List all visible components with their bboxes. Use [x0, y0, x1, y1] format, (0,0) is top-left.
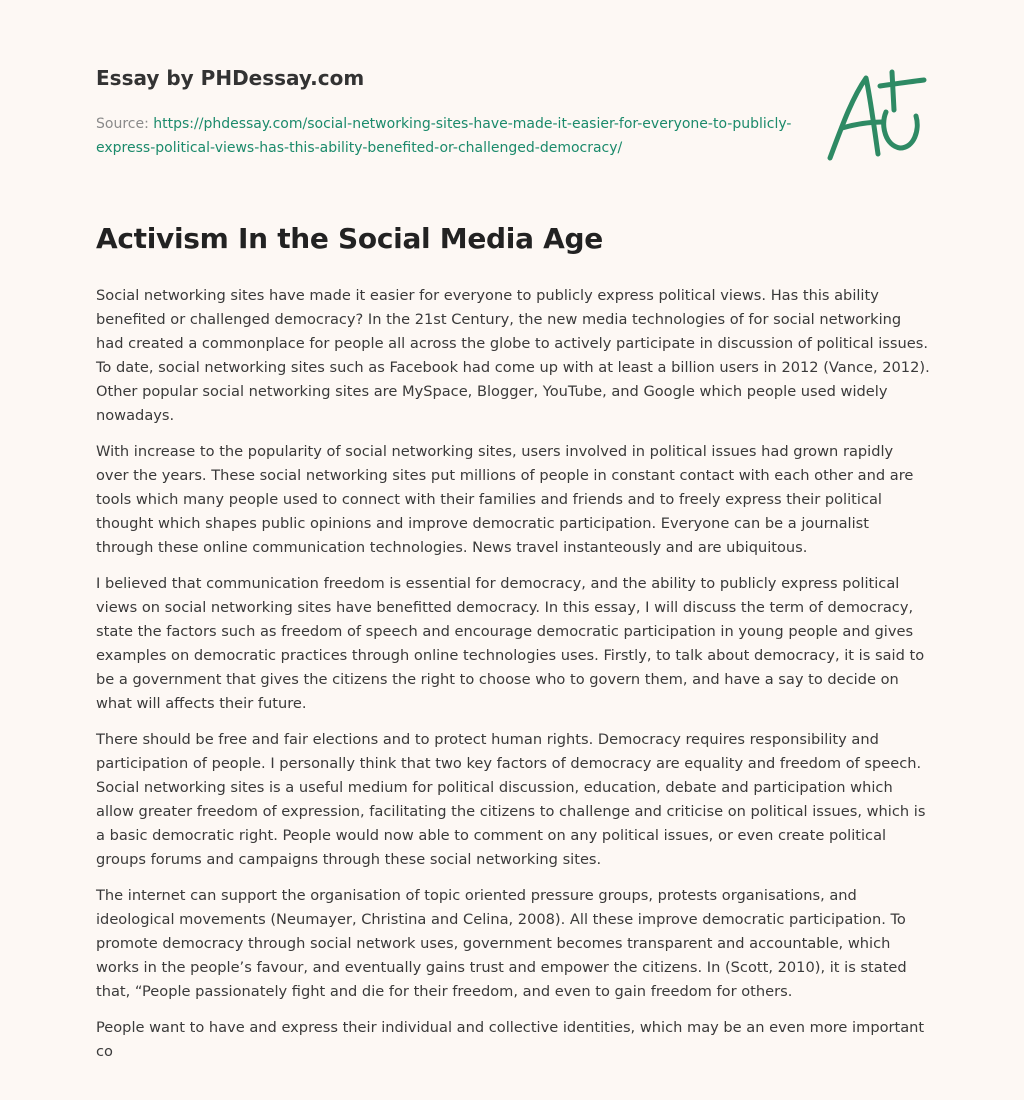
page-title: Activism In the Social Media Age — [96, 222, 603, 255]
paragraph: Social networking sites have made it easier for everyone to publicly express political views. Has this ability benefited or challenged democracy? In the 21st Century, the new media technologies of for social networking had created a commonplace for people all across the globe to actively participate in discussion of political issues. To date, social networking sites such as Facebook had come up with at least a billion users in 2012 (Vance, 2012). Other popular social networking sites are MySpace, Blogger, YouTube, and Google which people used widely nowadays. — [96, 287, 930, 424]
paragraph: People want to have and express their individual and collective identities, which may be an even more important co — [96, 1019, 925, 1060]
source-label: Source: — [96, 116, 149, 132]
a-plus-logo-icon — [820, 66, 930, 166]
source-link[interactable]: https://phdessay.com/social-networking-sites-have-made-it-easier-for-everyone-to-publicly-express-political-views-has-this-ability-benefited-or-challenged-democracy/ — [96, 116, 792, 156]
source-line — [96, 112, 796, 160]
brand-title: Essay by PHDessay.com — [96, 66, 365, 90]
page-header — [96, 64, 796, 160]
paragraph: With increase to the popularity of social networking sites, users involved in political issues had grown rapidly over the years. These social networking sites put millions of people in constant contact with each other and are tools which many people used to connect with their families and friends and to freely express their political thought which shapes public opinions and improve democratic participation. Everyone can be a journalist through these online communication technologies. News travel instanteously and are ubiquitous. — [96, 443, 914, 556]
paragraph: There should be free and fair elections and to protect human rights. Democracy requires responsibility and participation of people. I personally think that two key factors of democracy are equality and freedom of speech. Social networking sites is a useful medium for political discussion, education, debate and participation which allow greater freedom of expression, facilitating the citizens to challenge and criticise on political issues, which is a basic democratic right. People would now able to comment on any political issues, or even create political groups forums and campaigns through these social networking sites. — [96, 731, 926, 868]
article-body — [96, 284, 930, 1076]
paragraph: I believed that communication freedom is essential for democracy, and the ability to publicly express political views on social networking sites have benefitted democracy. In this essay, I will discuss the term of democracy, state the factors such as freedom of speech and encourage democratic participation in young people and gives examples on democratic practices through online technologies uses. Firstly, to talk about democracy, it is said to be a government that gives the citizens the right to choose who to govern them, and have a say to decide on what will affects their future. — [96, 575, 925, 712]
paragraph: The internet can support the organisation of topic oriented pressure groups, protests organisations, and ideological movements (Neumayer, Christina and Celina, 2008). All these improve democratic participation. To promote democracy through social network uses, government becomes transparent and accountable, which works in the people’s favour, and eventually gains trust and empower the citizens. In (Scott, 2010), it is stated that, “People passionately fight and die for their freedom, and even to gain freedom for others. — [96, 887, 907, 1000]
